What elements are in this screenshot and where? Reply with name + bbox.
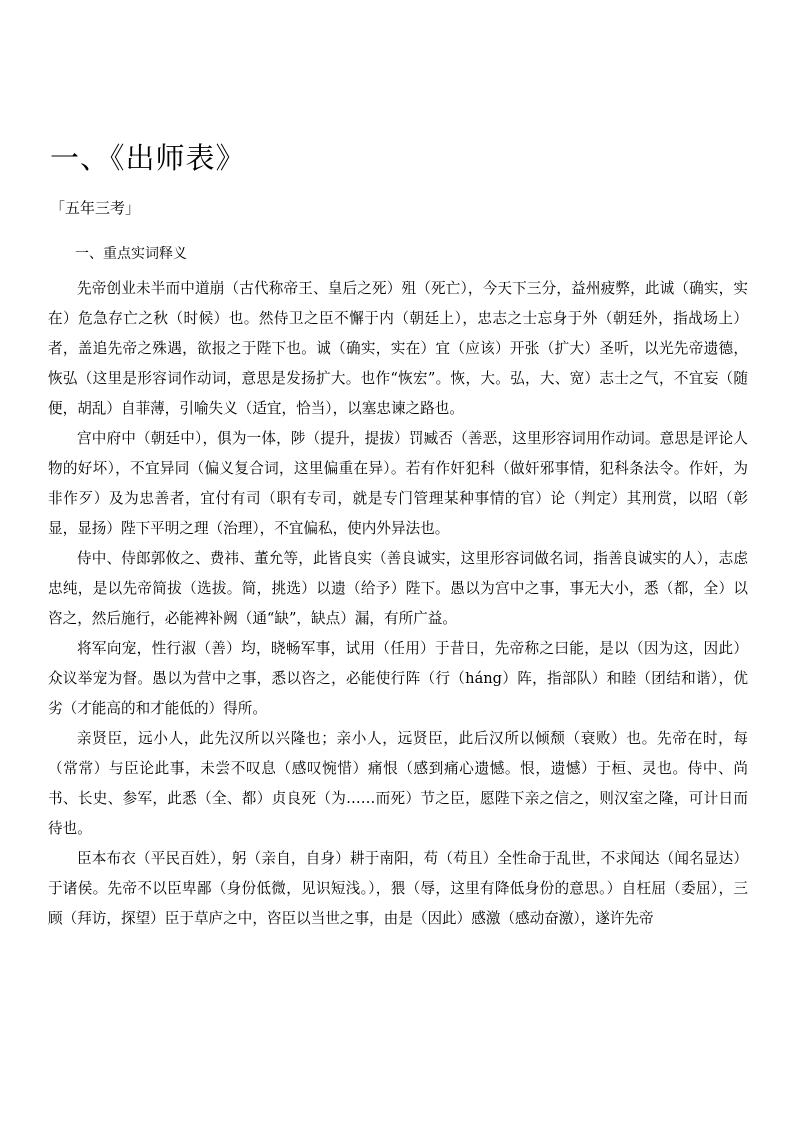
paragraph: 亲贤臣，远小人，此先汉所以兴隆也；亲小人，远贤臣，此后汉所以倾颓（衰败）也。先帝在时，每（常常）与臣论此事，未尝不叹息（感叹惋惜）痛恨（感到痛心遗憾。恨，遗憾）于桓、灵也。侍中、尚书、长史、参军，此悉（全、都）贞良死（为……而死）节之臣，愿陛下亲之信之，则汉室之隆，可计日而待也。 — [48, 730, 748, 837]
exam-tag: 「五年三考」 — [50, 199, 141, 217]
paragraph: 臣本布衣（平民百姓），躬（亲自，自身）耕于南阳，苟（苟且）全性命于乱世，不求闻达（闻名显达）于诸侯。先帝不以臣卑鄙（身份低微，见识短浅。），猥（辱，这里有降低身份的意思。）自枉屈（委屈），三顾（拜访，探望）臣于草庐之中，咨臣以当世之事，由是（因此）感激（感动奋激），遂许先帝 — [48, 850, 748, 927]
section-title: 一、《出师表》 — [50, 141, 246, 175]
paragraph: 宫中府中（朝廷中），俱为一体，陟（提升，提拔）罚臧否（善恶，这里形容词用作动词。意思是评论人物的好坏），不宜异同（偏义复合词，这里偏重在异）。若有作奸犯科（做奸邪事情，犯科条法令。作奸，为非作歹）及为忠善者，宜付有司（职有专司，就是专门管理某种事情的官）论（判定）其刑赏，以昭（彰显，显扬）陛下平明之理（治理），不宜偏私，使内外异法也。 — [48, 430, 748, 537]
paragraph: 将军向宠，性行淑（善）均，晓畅军事，试用（任用）于昔日，先帝称之曰能，是以（因为这，因此）众议举宠为督。愚以为营中之事，悉以咨之，必能使行阵（行（háng）阵，指部队）和睦（团结和谐），优劣（才能高的和才能低的）得所。 — [48, 640, 748, 717]
subheading: 一、重点实词释义 — [75, 246, 187, 262]
paragraph: 侍中、侍郎郭攸之、费祎、董允等，此皆良实（善良诚实，这里形容词做名词，指善良诚实的人），志虑忠纯，是以先帝简拔（选拔。简，挑选）以遗（给予）陛下。愚以为宫中之事，事无大小，悉（都，全）以咨之，然后施行，必能裨补阙（通“缺”，缺点）漏，有所广益。 — [48, 550, 748, 627]
document-body — [48, 274, 748, 934]
paragraph: 先帝创业未半而中道崩（古代称帝王、皇后之死）殂（死亡），今天下三分，益州疲弊，此诚（确实，实在）危急存亡之秋（时候）也。然侍卫之臣不懈于内（朝廷上），忠志之士忘身于外（朝廷外，指战场上）者，盖追先帝之殊遇，欲报之于陛下也。诚（确实，实在）宜（应该）开张（扩大）圣听，以光先帝遗德，恢弘（这里是形容词作动词，意思是发扬扩大。也作“恢宏”。恢，大。弘，大、宽）志士之气，不宜妄（随便，胡乱）自菲薄，引喻失义（适宜，恰当），以塞忠谏之路也。 — [48, 280, 748, 417]
